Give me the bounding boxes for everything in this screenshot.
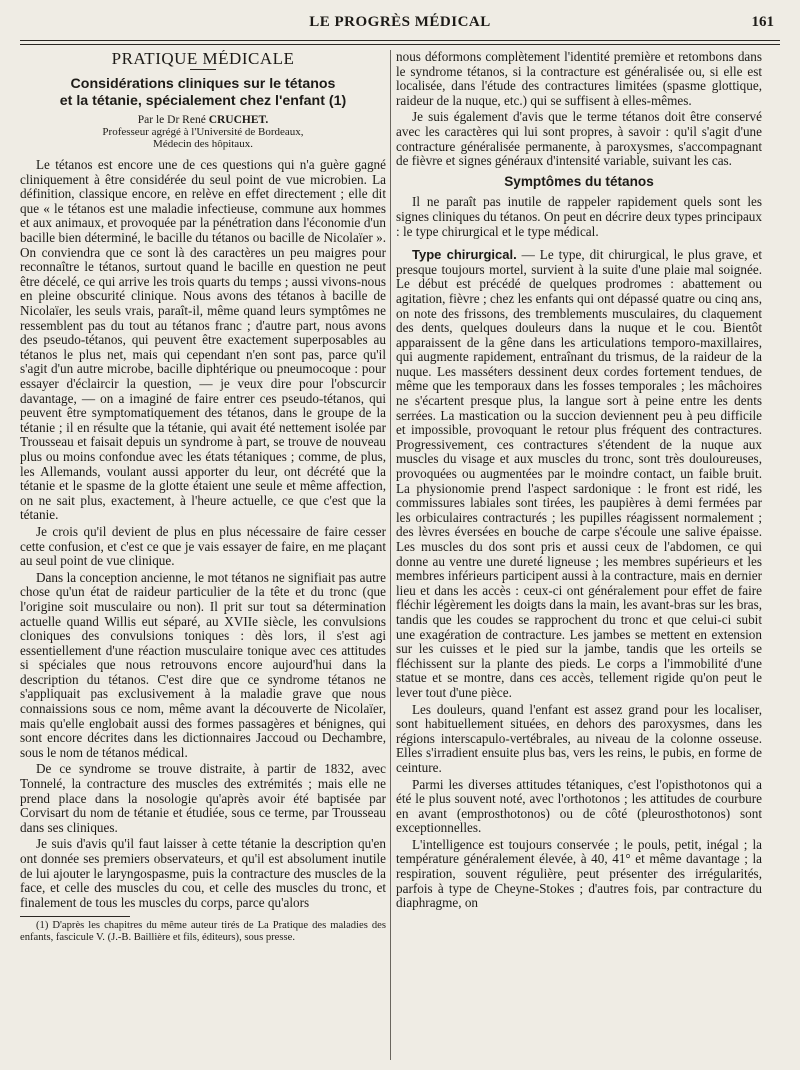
- paragraph: L'intelligence est toujours conservée ; le pouls, petit, inégal ; la température généralement élevée, à 40, 41° et même davantage ; la respiration, souvent régulière, peut présenter des irrégularités, parfois à type de Cheyne-Stokes ; d'autres fois, par contracture du diaphragme, on: [396, 836, 762, 911]
- byline: [20, 114, 386, 127]
- paragraph: De ce syndrome se trouve distraite, à partir de 1832, avec Tonnelé, la contracture des muscles des extrémités ; mais elle ne prend place dans la nosologie qu'après avoir été baptisée par Corvisart du nom de tétanie et étudiée, sous ce terme, par Trousseau dans ses cliniques.: [20, 761, 386, 835]
- author-affiliation: [20, 126, 386, 150]
- paragraph: Dans la conception ancienne, le mot tétanos ne signifiait pas autre chose qu'un état de raideur particulier de la tête et du tronc (que l'origine soit musculaire ou non). Il prit sur tout sa détermination actuelle quand Willis eut séparé, au XVIIe siècle, les convulsions cloniques des convulsions toniques : dès lors, il s'est agi essentiellement d'une réaction musculaire tonique avec ces attitudes si spéciales que nous retrouvons encore aujourd'hui dans la description du tétanos. C'est dire que ce syndrome tétanos ne s'appliquait pas exclusivement à la maladie grave que nous connaissions sous ce nom, même avant la découverte de Nicolaïer, mais qu'elle englobait aussi des formes passagères et bénignes, qui sont encore décrites dans les dictionnaires Jaccoud ou Dechambre, sous le nom de tétanos médical.: [20, 569, 386, 760]
- subheading: Symptômes du tétanos: [504, 173, 654, 189]
- paragraph: nous déformons complètement l'identité première et retombons dans le syndrome tétanos, si la contracture est généralisée ou, si elle est localisée, dans l'étude des contractures limitées (spasme glottique, raideur de la nuque, etc.) qui se suffisent à elles-mêmes.: [396, 50, 762, 108]
- left-column: [20, 50, 386, 1062]
- footnote: (1) D'après les chapitres du même auteur tirés de La Pratique des maladies des enfants, fascicule V. (J.-B. Baillière et fils, éditeurs), sous presse.: [20, 920, 386, 944]
- paragraph: Je suis d'avis qu'il faut laisser à cette tétanie la description qu'en ont donnée ses premiers observateurs, et qu'il est absolument inutile de lui ajouter le laryngospasme, puis la contracture des muscles de la face, et celle des muscles du cou, et celle des muscles du tronc, et finalement de tous les muscles du corps, parce qu'alors: [20, 836, 386, 910]
- section-rule: [190, 69, 216, 70]
- article-title: [20, 76, 386, 110]
- author-name: CRUCHET.: [208, 113, 269, 126]
- column-divider: [390, 50, 391, 1060]
- article-title-line: et la tétanie, spécialement chez l'enfant (1): [59, 92, 347, 109]
- run-in-heading: Type chirurgical.: [412, 247, 517, 263]
- section-heading: PRATIQUE MÉDICALE: [111, 50, 295, 68]
- footnote-rule: [20, 916, 130, 917]
- affiliation-line: Médecin des hôpitaux.: [153, 138, 253, 151]
- running-head: [20, 14, 780, 36]
- page-number: 161: [751, 14, 774, 30]
- paragraph: Il ne paraît pas inutile de rappeler rapidement quels sont les signes cliniques du tétanos. On peut en décrire deux types principaux : le type chirurgical et le type médical.: [396, 194, 762, 239]
- paragraph: Parmi les diverses attitudes tétaniques, c'est l'opisthotonos qui a été le plus souvent noté, avec l'orthotonos ; les attitudes de courbure en avant (emprosthotonos) ou de côté (pleurosthotonos) sont exceptionnelles.: [396, 776, 762, 836]
- journal-title: LE PROGRÈS MÉDICAL: [309, 14, 491, 30]
- paragraph: Le tétanos est encore une de ces questions qui n'a guère gagné cliniquement à être considérée du seul point de vue microbien. La définition, classique encore, en relève en effet directement ; elle dit que « le tétanos est une maladie infectieuse, commune aux hommes et aux animaux, et provoquée par la pénétration dans l'économie d'un bacille bien déterminé, le bacille du tétanos ou bacille de Nicolaïer ». On conviendra que ce sont là des caractères un peu maigres pour reconnaître le tétanos, surtout quand le bacille en question ne peut être décelé, ce qui arrive les trois quarts du temps ; aussi vivons-nous en pleine obscurité clinique. Nous avons des tétanos à bacille de Nicolaïer, les seuls vrais, paraît-il, même quand leurs symptômes ne ressemblent pas du tout au tétanos franc ; d'autre part, nous avons des pseudo-tétanos, qui peuvent être exactement superposables au tétanos le plus net, mais qui cependant n'en sont pas, parce qu'il s'agit d'un autre microbe, bacille diphtérique ou pneumocoque : pour essayer d'éclaircir la question, — je veux dire pour l'obscurcir davantage, — on a imaginé de faire entrer ces pseudo-tétanos, qui peuvent être symptomatiquement des tétanos, dans le groupe de la tétanie ; il en résulte que la tétanie, qui avait été nettement isolée par Trousseau et faisait depuis un syndrome à part, se trouve de nouveau plus ou moins confondue avec les états tétaniques ; comme, de plus, les Allemands, voulant aussi apporter du leur, ont décrété que la tétanie et le spasme de la glotte étaient une seule et même affection, on ne sait plus, exactement, à l'heure actuelle, ce que c'est que la tétanie.: [20, 157, 386, 523]
- paragraph: Je crois qu'il devient de plus en plus nécessaire de faire cesser cette confusion, et c'est ce que je vais essayer de faire, en me plaçant au seul point de vue clinique.: [20, 523, 386, 569]
- paragraph: Les douleurs, quand l'enfant est assez grand pour les localiser, sont habituellement situées, en dehors des paroxysmes, dans les régions interscapulo-vertébrales, au niveau de la colonne osseuse. Elles s'irradient ensuite plus bas, vers les reins, le pubis, en forme de ceinture.: [396, 701, 762, 775]
- right-column: [396, 50, 762, 1062]
- paragraph-text: — Le type, dit chirurgical, le plus grave, et presque toujours mortel, survient à la suite d'une plaie mal soignée. Le début est précédé de quelques prodromes : abattement ou agitation, fièvre ; chez les enfants qui ont dépassé quatre ou cinq ans, on note des frissons, des tremblements musculaires, du claquement des dents, quelques douleurs dans la nuque et le cou. Bientôt apparaissent de la gêne dans les articulations temporo-maxillaires, qui augmente rapidement, entraînant du trismus, de la raideur de la nuque. Les masséters dessinent deux cordes fortement tendues, de même que les temporaux dans les fosses temporales ; les mâchoires ne s'écartent presque plus, la langue sort à peine entre les dents serrées. La mastication ou la succion deviennent peu à peu difficile et impossible, provoquant le retour plus fréquent des contractures. Progressivement, ces contractures s'étendent de la nuque aux muscles du visage et aux muscles du tronc, sont très douloureuses, provoquées ou augmentées par le moindre contact, un faible bruit. La physionomie prend l'aspect sardonique : le front est ridé, les commissures labiales sont tirées, les paupières à demi fermées par les orbiculaires contracturés ; les pupilles réagissent normalement ; des lèvres éversées en bouche de carpe s'écoule une salive épaisse. Les muscles du dos sont pris et aussi ceux de l'abdomen, ce qui donne au ventre une dureté ligneuse ; les membres supérieurs et les membres inférieurs participent aussi à la contracture, mais en dernier lieu et dans les accès : ceux-ci ont généralement pour effet de faire fléchir légèrement les doigts dans la main, les avant-bras sur les bras, tandis que les coudes se rapprochent du tronc et que celui-ci subit une exagération de contracture. Les jambes se mettent en extension sur les cuisses et le pied sur la jambe, tandis que les orteils se fléchissent sur la plante des pieds. Le corps a l'immobilité d'une statue et se montre, dans ces accès, tellement rigide qu'on peut le lever tout d'une pièce.: [396, 247, 762, 700]
- paragraph: [396, 248, 762, 700]
- byline-prefix: Par le Dr René: [137, 113, 206, 126]
- paragraph: Je suis également d'avis que le terme tétanos doit être conservé avec les caractères qui lui sont propres, à savoir : qu'il s'agit d'une contracture généralisée permanente, à paroxysmes, s'accompagnant de fièvre et signes généraux d'intensité variable, suivant les cas.: [396, 109, 762, 169]
- affiliation-line: Professeur agrégé à l'Université de Bordeaux,: [102, 126, 304, 139]
- header-rule: [20, 40, 780, 45]
- article-title-line: Considérations cliniques sur le tétanos: [70, 75, 336, 92]
